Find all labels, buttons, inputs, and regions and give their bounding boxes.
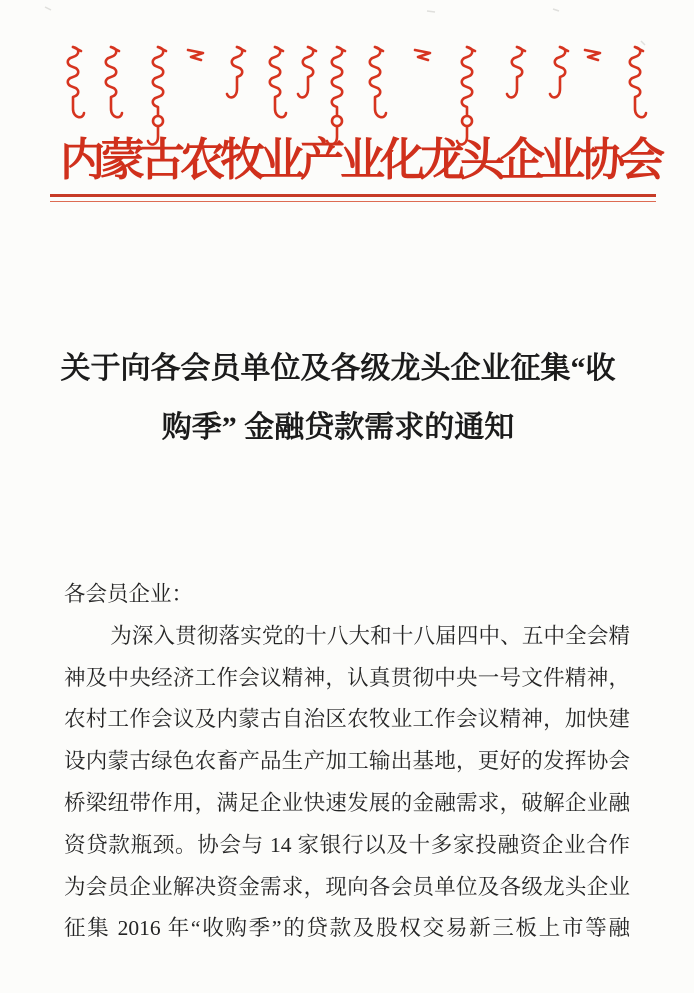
red-divider-thick — [50, 194, 656, 197]
body-line-6: 资贷款瓶颈。协会与 14 家银行以及十多家投融资企业合作 — [64, 832, 630, 857]
body-line-1: 为深入贯彻落实党的十八大和十八届四中、五中全会精 — [110, 623, 630, 648]
doc-title-line-2: 购季” 金融贷款需求的通知 — [161, 411, 515, 444]
doc-title-line-1: 关于向各会员单位及各级龙头企业征集“收 — [60, 352, 616, 385]
body-line-3: 农村工作会议及内蒙古自治区农牧业工作会议精神，加快建 — [64, 707, 630, 732]
scan-noise — [45, 7, 645, 45]
body-line-2: 神及中央经济工作会议精神，认真贯彻中央一号文件精神， — [64, 665, 630, 690]
salutation: 各会员企业： — [64, 582, 194, 606]
body-text — [64, 574, 630, 950]
red-divider-thin — [50, 201, 656, 202]
body-line-8: 征集 2016 年“收购季”的贷款及股权交易新三板上市等融 — [64, 916, 630, 941]
body-line-7: 为会员企业解决资金需求，现向各会员单位及各级龙头企业 — [64, 874, 630, 899]
body-line-5: 桥梁纽带作用，满足企业快速发展的金融需求，破解企业融 — [64, 790, 630, 815]
body-line-4: 设内蒙古绿色农畜产品生产加工输出基地，更好的发挥协会 — [64, 749, 630, 774]
org-name-title: 内蒙古农牧业产业化龙头企业协会 — [59, 135, 660, 185]
